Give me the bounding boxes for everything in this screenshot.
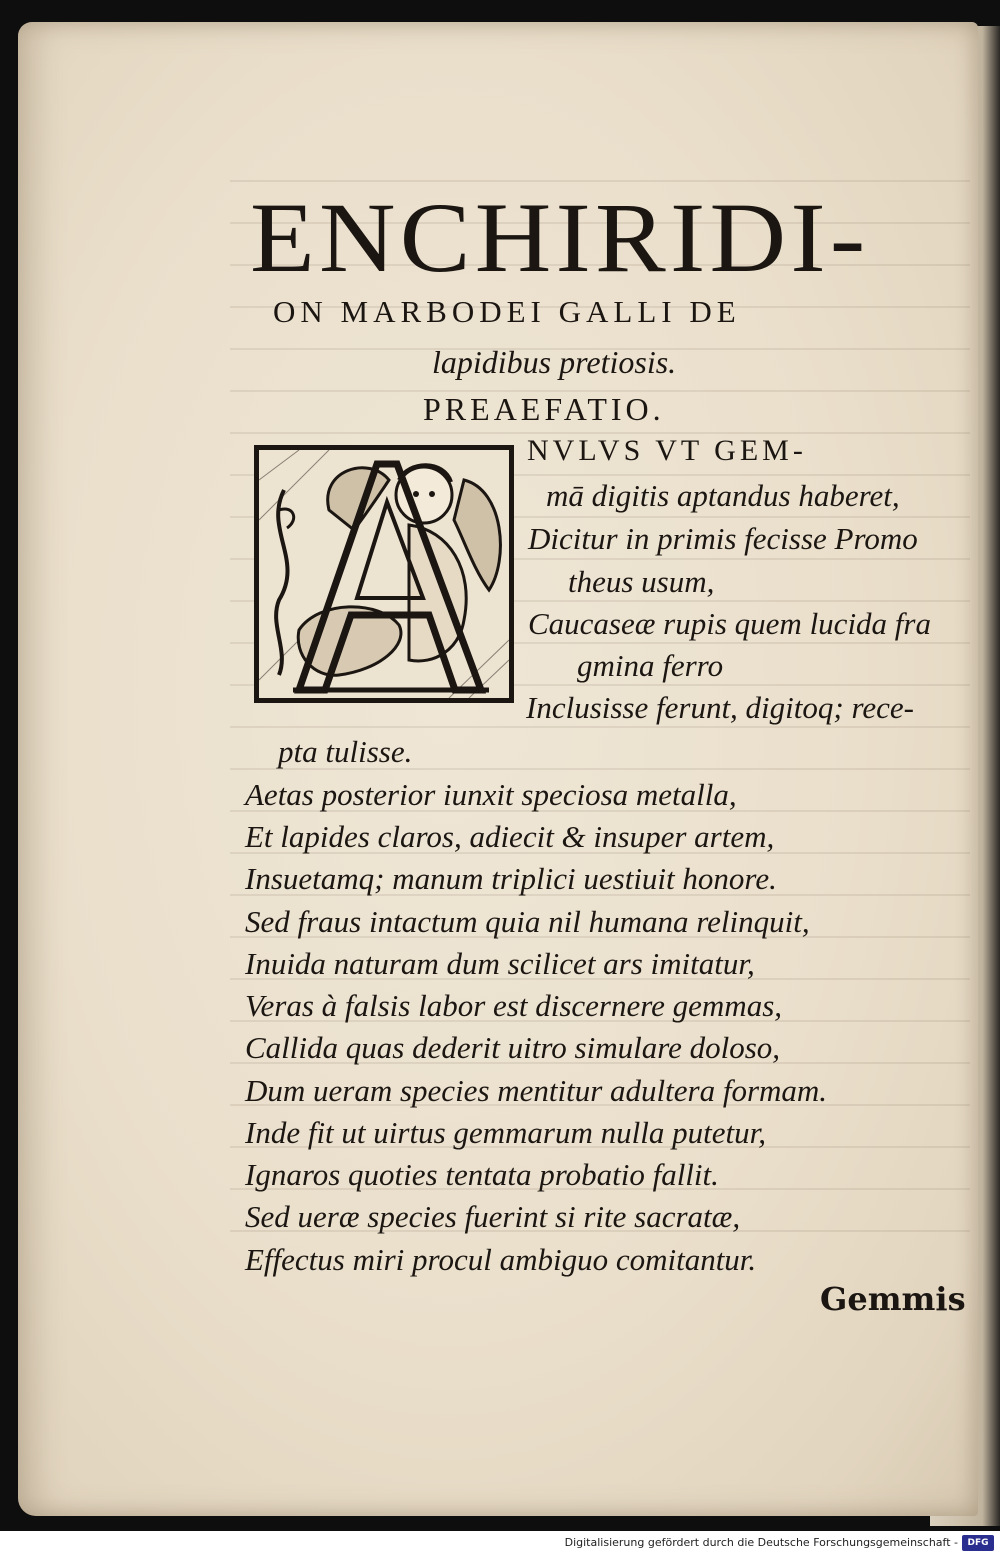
indented-line: Dicitur in primis fecisse Promo (528, 521, 918, 556)
verse-line: Inde fit ut uirtus gemmarum nulla putetur, (245, 1115, 766, 1150)
section-heading: PREAEFATIO. (423, 391, 665, 427)
verse-line: Effectus miri procul ambiguo comitantur. (245, 1242, 757, 1277)
verse-line: Et lapides claros, adiecit & insuper artem, (245, 819, 775, 854)
verse-line: Aetas posterior iunxit speciosa metalla, (245, 777, 737, 812)
verse-line: Callida quas dederit uitro simulare doloso, (245, 1030, 781, 1065)
indented-line: gmina ferro (577, 648, 724, 683)
indented-line: Caucaseæ rupis quem lucida fra (528, 606, 931, 641)
decorated-initial (254, 445, 514, 703)
verse-line: Sed fraus intactum quia nil humana relinquit, (245, 904, 810, 939)
verse-line: Inuida naturam dum scilicet ars imitatur, (245, 946, 755, 981)
indented-line: theus usum, (568, 564, 715, 599)
dfg-logo-icon: DFG (962, 1535, 994, 1551)
funding-credit-bar (0, 1531, 1000, 1556)
indented-line: Inclusisse ferunt, digitoq; rece- (526, 690, 914, 725)
verse-line: Dum ueram species mentitur adultera formam. (245, 1073, 828, 1108)
first-line-caps: NVLVS VT GEM- (527, 434, 807, 467)
catchword: Gemmis (820, 1280, 966, 1318)
verse-line: Veras à falsis labor est discernere gemmas, (245, 988, 783, 1023)
indented-line: mā digitis aptandus haberet, (546, 478, 900, 513)
funding-credit-text: Digitalisierung gefördert durch die Deutsche Forschungsgemeinschaft - (564, 1536, 958, 1549)
verse-line: Insuetamq; manum triplici uestiuit honore. (245, 861, 777, 896)
indented-line: pta tulisse. (278, 734, 413, 769)
cherub-initial-icon (259, 450, 509, 698)
page-subtitle-italic: lapidibus pretiosis. (432, 344, 677, 380)
page-title: ENCHIRIDI- (250, 182, 870, 293)
verse-line: Ignaros quoties tentata probatio fallit. (245, 1157, 719, 1192)
verse-line: Sed ueræ species fuerint si rite sacratæ, (245, 1199, 741, 1234)
page-subtitle: ON MARBODEI GALLI DE (273, 294, 741, 329)
